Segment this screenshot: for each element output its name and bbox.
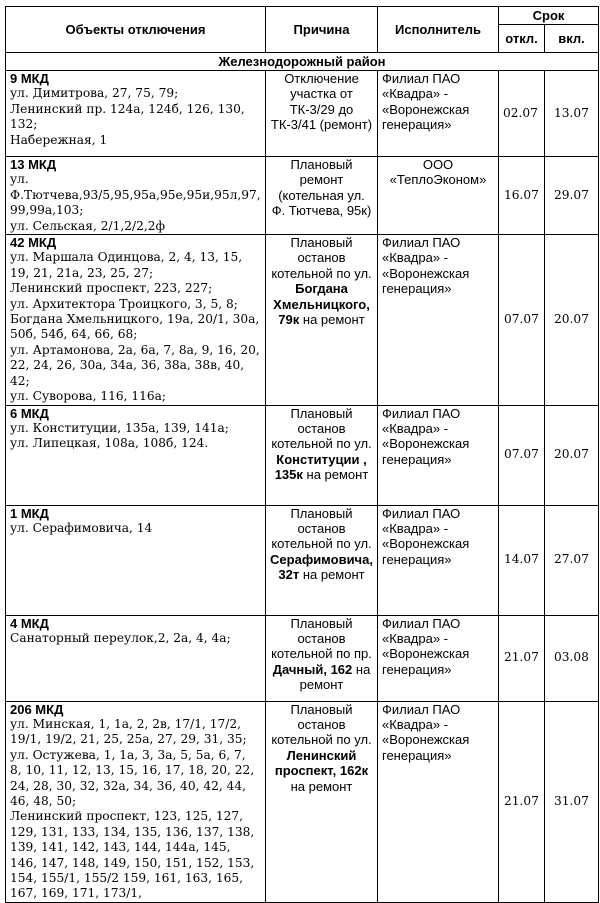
object-count: 9 МКД bbox=[10, 71, 49, 86]
header-on: вкл. bbox=[545, 25, 599, 53]
table-row bbox=[6, 505, 599, 615]
objects-cell bbox=[6, 505, 266, 615]
table-row bbox=[6, 405, 599, 505]
on-date: 20.07 bbox=[545, 235, 599, 405]
objects-cell bbox=[6, 701, 266, 902]
reason-cell bbox=[266, 405, 378, 505]
reason-suffix: на ремонт bbox=[302, 567, 365, 583]
reason-suffix: на ремонт bbox=[306, 467, 369, 483]
executor-cell: Филиал ПАО «Квадра» - «Воронежская генерация» bbox=[378, 505, 499, 615]
objects-cell bbox=[6, 71, 266, 157]
object-count: 42 МКД bbox=[10, 235, 57, 251]
object-count: 6 МКД bbox=[10, 405, 49, 421]
address-line: ул. Сельская, 2/1,2/2,2ф bbox=[10, 218, 165, 233]
reason-text: Отключение участка от ТК-3/29 до ТК-3/41 (ремонт) bbox=[270, 71, 373, 133]
address-line: ул. Артамонова, 2а, 6а, 7, 8а, 9, 16, 20, 22, 24, 26, 30а, 34а, 36, 38а, 38в, 40, 42; bbox=[10, 342, 260, 388]
on-date: 29.07 bbox=[545, 157, 599, 235]
header-executor: Исполнитель bbox=[378, 7, 499, 53]
reason-cell bbox=[266, 701, 378, 902]
boiler-address: Богдана Хмельницкого, 79к bbox=[273, 281, 370, 328]
object-count: 206 МКД bbox=[10, 701, 64, 717]
off-date: 21.07 bbox=[499, 701, 545, 902]
objects-cell bbox=[6, 615, 266, 701]
off-date: 14.07 bbox=[499, 505, 545, 615]
on-date: 31.07 bbox=[545, 701, 599, 902]
address-line: ул. Суворова, 116, 116а; bbox=[10, 389, 167, 404]
boiler-address: Конституции , 135к bbox=[274, 451, 367, 483]
executor-cell: ООО «ТеплоЭконом» bbox=[378, 157, 499, 235]
reason-text: Плановый останов котельной по ул. bbox=[271, 405, 372, 452]
object-count: 4 МКД bbox=[10, 615, 49, 631]
reason-suffix: на ремонт bbox=[299, 661, 371, 693]
address-line: ул. Остужева, 1, 1а, 3, 3а, 5, 5а, 6, 7, 8, 10, 11, 12, 13, 15, 16, 17, 18, 20, 22, 24, 28, 30, 32, 32а, 34, 36, 40, 42, 44, 46, 48, 50; bbox=[10, 747, 255, 808]
off-date: 07.07 bbox=[499, 405, 545, 505]
header-objects: Объекты отключения bbox=[6, 7, 266, 53]
objects-cell bbox=[6, 235, 266, 405]
executor-cell: Филиал ПАО «Квадра» - «Воронежская генерация» bbox=[378, 701, 499, 902]
object-count: 13 МКД bbox=[10, 157, 57, 172]
objects-cell bbox=[6, 405, 266, 505]
table-row bbox=[6, 157, 599, 235]
header-term: Срок bbox=[499, 7, 599, 25]
off-date: 07.07 bbox=[499, 235, 545, 405]
reason-text: Плановый останов котельной по пр. bbox=[271, 615, 372, 662]
header-off: откл. bbox=[499, 25, 545, 53]
reason-cell bbox=[266, 157, 378, 235]
executor-cell: Филиал ПАО «Квадра» - «Воронежская генерация» bbox=[378, 235, 499, 405]
on-date: 27.07 bbox=[545, 505, 599, 615]
address-line: ул. Липецкая, 108а, 108б, 124. bbox=[10, 436, 209, 451]
object-count: 1 МКД bbox=[10, 505, 49, 521]
executor-cell: Филиал ПАО «Квадра» - «Воронежская генерация» bbox=[378, 615, 499, 701]
reason-cell bbox=[266, 235, 378, 405]
address-line: Ленинский пр. 124а, 124б, 126, 130, 132; bbox=[10, 101, 245, 132]
outage-table bbox=[5, 6, 599, 903]
boiler-address: Дачный, 162 bbox=[272, 661, 353, 677]
off-date: 16.07 bbox=[499, 157, 545, 235]
address-line: ул. Ф.Тютчева,93/5,95,95а,95е,95и,95л,97, 99,99а,103; bbox=[10, 172, 261, 218]
boiler-address: Серафимовича, 32т bbox=[270, 551, 373, 583]
address-line: ул. Серафимовича, 14 bbox=[10, 520, 153, 535]
address-line: ул. Димитрова, 27, 75, 79; bbox=[10, 86, 179, 101]
reason-cell bbox=[266, 615, 378, 701]
reason-text: Плановый останов котельной по ул. bbox=[271, 701, 372, 748]
table-row bbox=[6, 235, 599, 405]
reason-suffix: на ремонт bbox=[302, 312, 365, 328]
header-reason: Причина bbox=[266, 7, 378, 53]
table-row bbox=[6, 701, 599, 902]
address-line: ул. Конституции, 135а, 139, 141а; bbox=[10, 420, 229, 435]
reason-cell bbox=[266, 71, 378, 157]
on-date: 20.07 bbox=[545, 405, 599, 505]
address-line: Санаторный переулок,2, 2а, 4, 4а; bbox=[10, 630, 231, 645]
reason-cell bbox=[266, 505, 378, 615]
on-date: 03.08 bbox=[545, 615, 599, 701]
address-line: Богдана Хмельницкого, 19а, 20/1, 30а, 50б, 54б, 64, 66, 68; bbox=[10, 312, 260, 342]
table-row bbox=[6, 615, 599, 701]
executor-cell: Филиал ПАО «Квадра» - «Воронежская генерация» bbox=[378, 71, 499, 157]
address-line: ул. Архитектора Троицкого, 3, 5, 8; bbox=[10, 296, 238, 311]
on-date: 13.07 bbox=[545, 71, 599, 157]
off-date: 21.07 bbox=[499, 615, 545, 701]
reason-suffix: на ремонт bbox=[290, 778, 353, 794]
address-line: ул. Минская, 1, 1а, 2, 2в, 17/1, 17/2, 19/1, 19/2, 21, 25, 25а, 27, 29, 31, 35; bbox=[10, 716, 247, 747]
district-heading: Железнодорожный район bbox=[6, 53, 599, 71]
reason-text: Плановый останов котельной по ул. bbox=[271, 235, 372, 281]
address-line: Ленинский проспект, 123, 125, 127, 129, 131, 133, 134, 135, 136, 137, 138, 139, 141, 142, 143, 144, 144а, 145, 146, 147, 148, 149, 150, 151, 152, 153, 154, 155/1, 155/2 159, 161, 163, 165, 167, 169, 171, 173/1, bbox=[10, 809, 255, 901]
boiler-address: Ленинский проспект, 162к bbox=[274, 747, 369, 779]
executor-cell: Филиал ПАО «Квадра» - «Воронежская генерация» bbox=[378, 405, 499, 505]
address-line: Набережная, 1 bbox=[10, 132, 108, 147]
table-row bbox=[6, 71, 599, 157]
objects-cell bbox=[6, 157, 266, 235]
address-line: Ленинский проспект, 223, 227; bbox=[10, 281, 213, 296]
reason-text: Плановый останов котельной по ул. bbox=[271, 505, 372, 552]
address-line: ул. Маршала Одинцова, 2, 4, 13, 15, 19, 21, 21а, 23, 25, 27; bbox=[10, 250, 243, 280]
off-date: 02.07 bbox=[499, 71, 545, 157]
reason-text: Плановый ремонт (котельная ул. Ф. Тютчева, 95к) bbox=[271, 157, 372, 219]
